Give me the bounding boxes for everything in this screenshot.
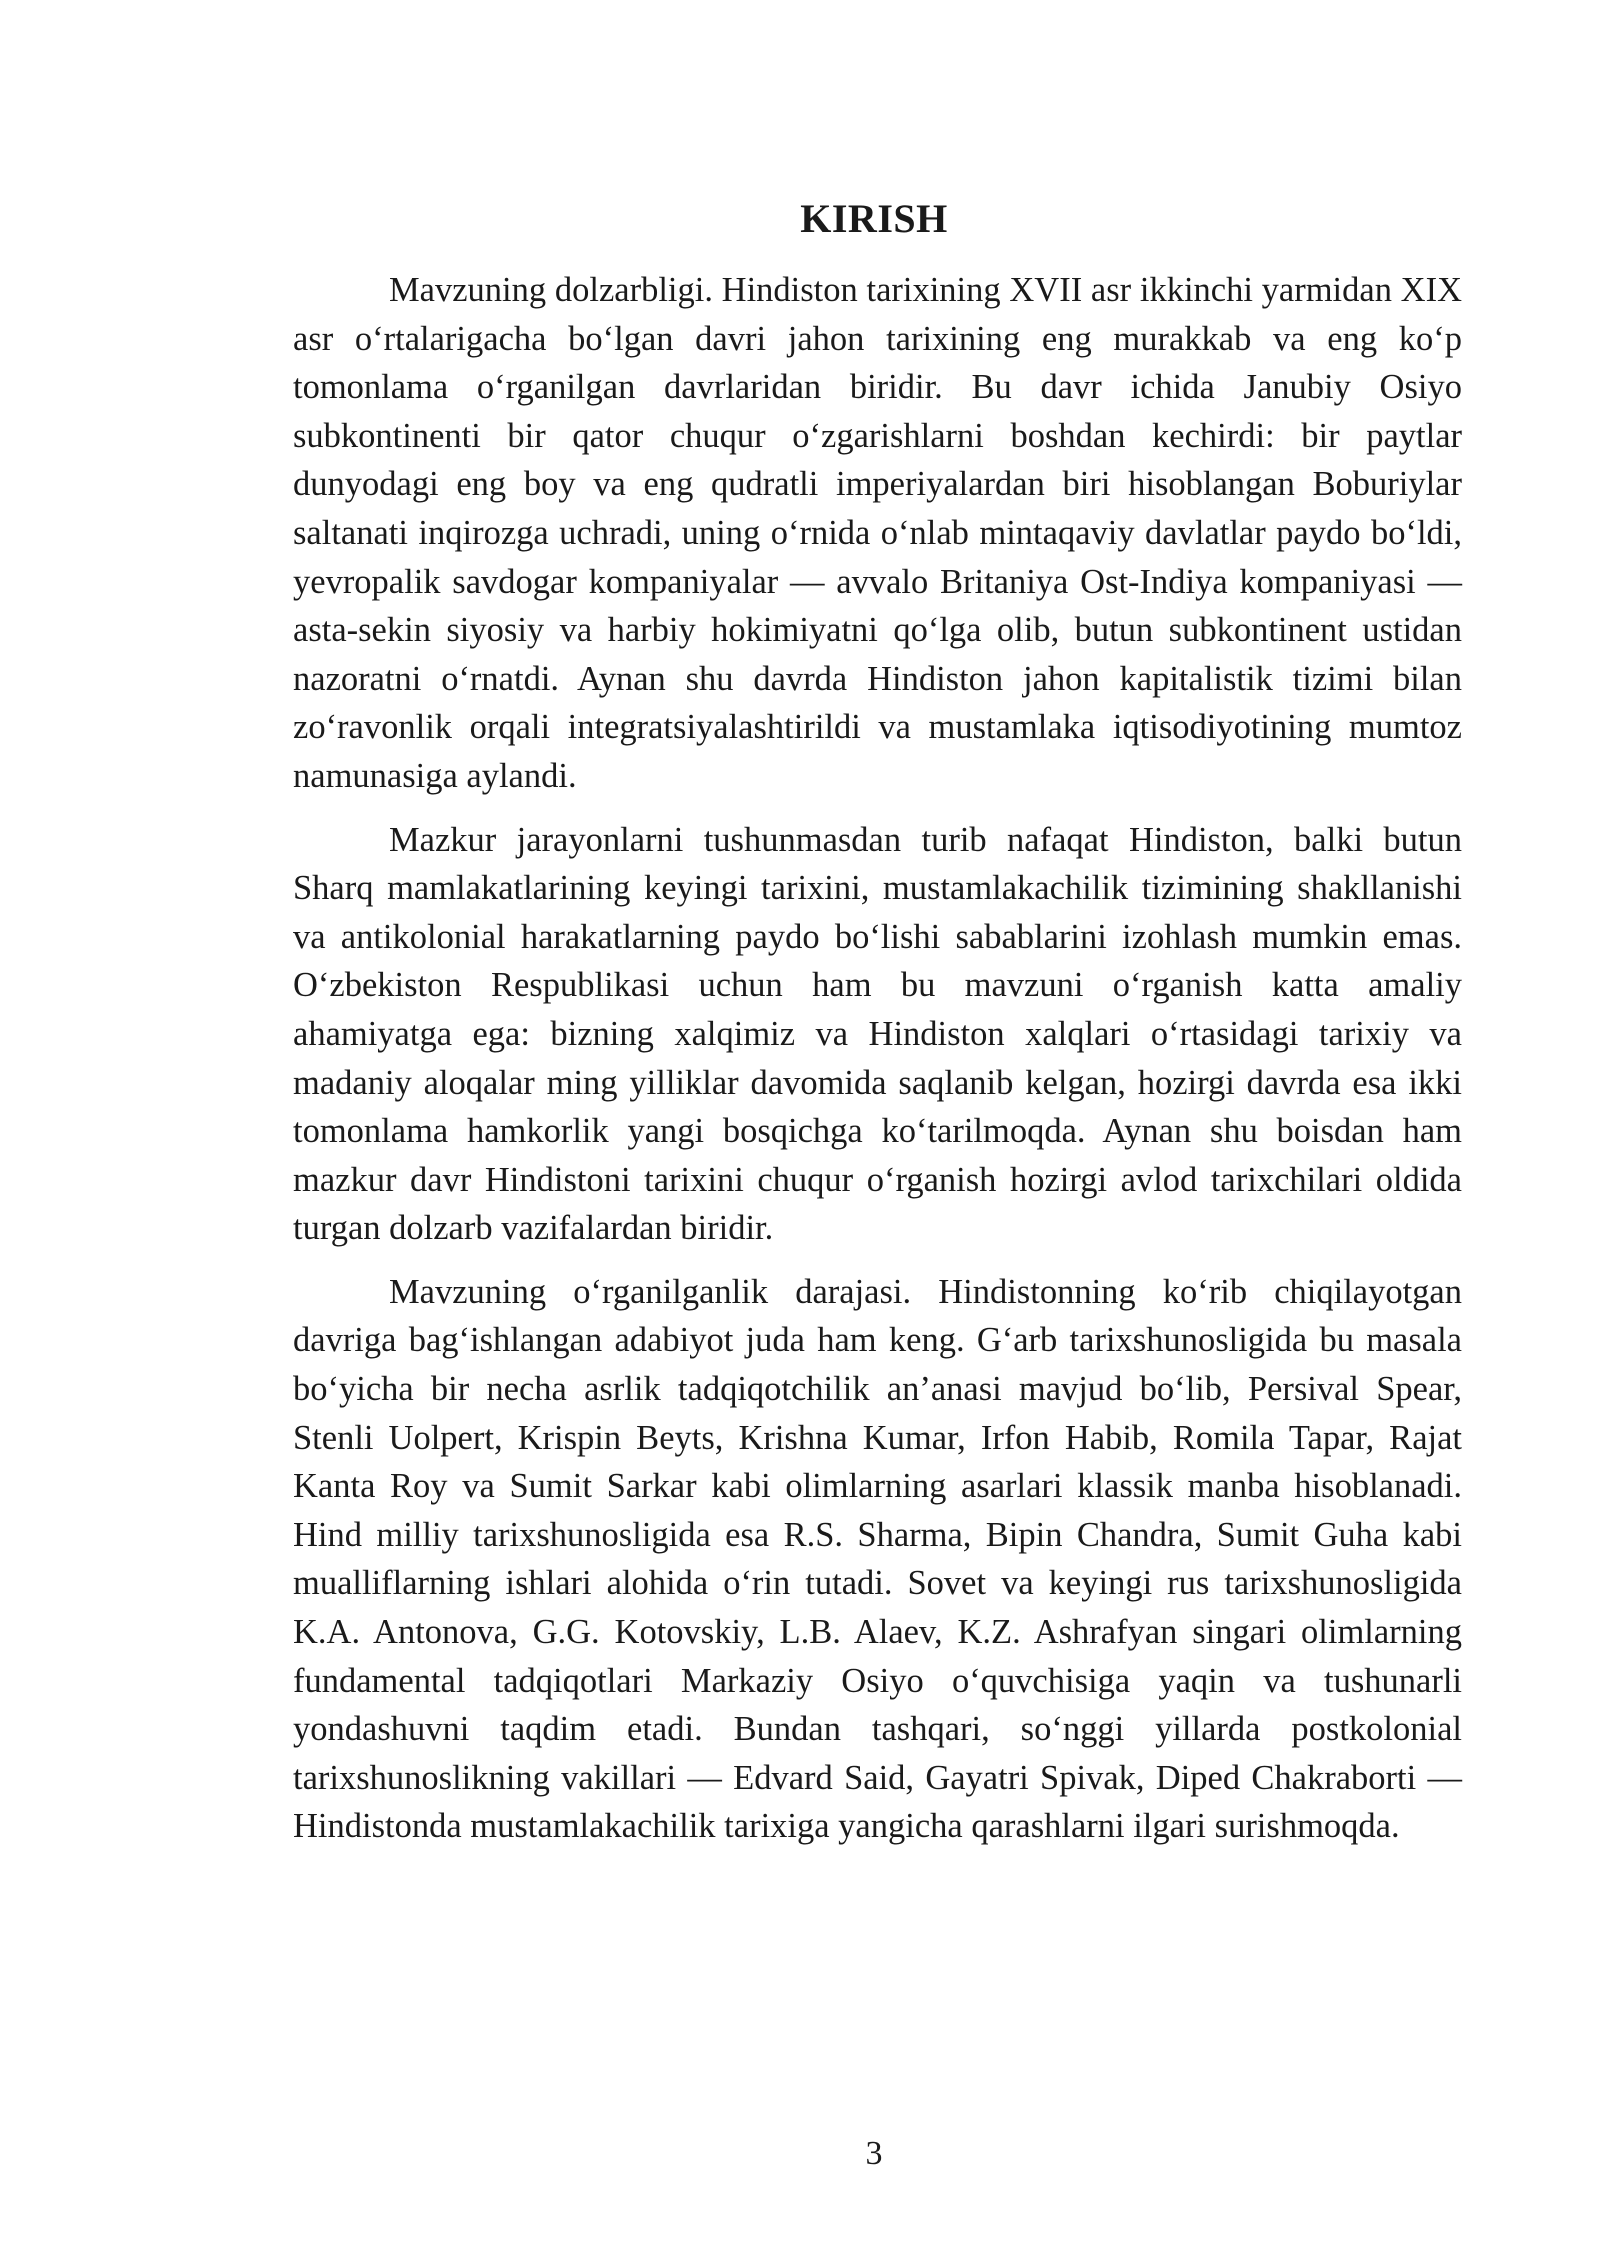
- paragraph-literature-review: Mavzuning o‘rganilganlik darajasi. Hindistonning ko‘rib chiqilayotgan davriga bag‘ishlangan adabiyot juda ham keng. G‘arb tarixshunosligida bu masala bo‘yicha bir necha asrlik tadqiqotchilik an’anasi mavjud bo‘lib, Persival Spear, Stenli Uolpert, Krispin Beyts, Krishna Kumar, Irfon Habib, Romila Tapar, Rajat Kanta Roy va Sumit Sarkar kabi olimlarning asarlari klassik manba hisoblanadi. Hind milliy tarixshunosligida esa R.S. Sharma, Bipin Chandra, Sumit Guha kabi mualliflarning ishlari alohida o‘rin tutadi. Sovet va keyingi rus tarixshunosligida K.A. Antonova, G.G. Kotovskiy, L.B. Alaev, K.Z. Ashrafyan singari olimlarning fundamental tadqiqotlari Markaziy Osiyo o‘quvchisiga yaqin va tushunarli yondashuvni taqdim etadi. Bundan tashqari, so‘nggi yillarda postkolonial tarixshunoslikning vakillari — Edvard Said, Gayatri Spivak, Diped Chakraborti — Hindistonda mustamlakachilik tarixiga yangicha qarashlarni ilgari surishmoqda.: [293, 1272, 1462, 1846]
- body-text: [293, 266, 1462, 1866]
- page-number: 3: [865, 2135, 883, 2172]
- chapter-title: KIRISH: [800, 196, 948, 241]
- paragraph-significance: Mazkur jarayonlarni tushunmasdan turib nafaqat Hindiston, balki butun Sharq mamlakatlarining keyingi tarixini, mustamlakachilik tizimining shakllanishi va antikolonial harakatlarning paydo bo‘lishi sabablarini izohlash mumkin emas. O‘zbekiston Respublikasi uchun ham bu mavzuni o‘rganish katta amaliy ahamiyatga ega: bizning xalqimiz va Hindiston xalqlari o‘rtasidagi tarixiy va madaniy aloqalar ming yilliklar davomida saqlanib kelgan, hozirgi davrda esa ikki tomonlama hamkorlik yangi bosqichga ko‘tarilmoqda. Aynan shu boisdan ham mazkur davr Hindistoni tarixini chuqur o‘rganish hozirgi avlod tarixchilari oldida turgan dolzarb vazifalardan biridir.: [293, 820, 1462, 1248]
- paragraph-relevance: Mavzuning dolzarbligi. Hindiston tarixining XVII asr ikkinchi yarmidan XIX asr o‘rtalarigacha bo‘lgan davri jahon tarixining eng murakkab va eng ko‘p tomonlama o‘rganilgan davrlaridan biridir. Bu davr ichida Janubiy Osiyo subkontinenti bir qator chuqur o‘zgarishlarni boshdan kechirdi: bir paytlar dunyodagi eng boy va eng qudratli imperiyalardan biri hisoblangan Boburiylar saltanati inqirozga uchradi, uning o‘rnida o‘nlab mintaqaviy davlatlar paydo bo‘ldi, yevropalik savdogar kompaniyalar — avvalo Britaniya Ost-Indiya kompaniyasi — asta-sekin siyosiy va harbiy hokimiyatni qo‘lga olib, butun subkontinent ustidan nazoratni o‘rnatdi. Aynan shu davrda Hindiston jahon kapitalistik tizimi bilan zo‘ravonlik orqali integratsiyalashtirildi va mustamlaka iqtisodiyotining mumtoz namunasiga aylandi.: [293, 271, 1462, 795]
